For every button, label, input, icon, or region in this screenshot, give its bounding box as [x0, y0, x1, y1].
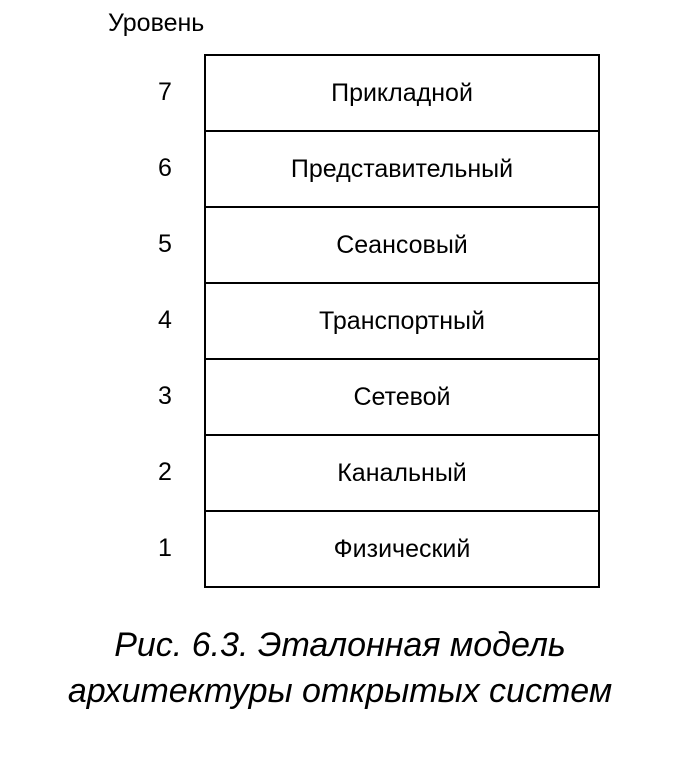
- layer-network: Сетевой: [206, 360, 598, 436]
- layer-session: Сеансовый: [206, 208, 598, 284]
- level-number-2: 2: [158, 457, 172, 486]
- osi-layer-stack: [204, 54, 600, 588]
- layer-transport: Транспортный: [206, 284, 598, 360]
- level-number-1: 1: [158, 533, 172, 562]
- layer-physical: Физический: [333, 534, 471, 563]
- figure-caption: [0, 622, 680, 714]
- caption-line-2: архитектуры открытых систем: [67, 672, 613, 710]
- level-column-header: Уровень: [108, 9, 205, 37]
- level-number-6: 6: [158, 153, 172, 182]
- layer-application: Прикладной: [206, 56, 598, 132]
- level-numbers: [150, 54, 180, 586]
- level-number-5: 5: [158, 229, 172, 258]
- layer-data-link: Канальный: [206, 436, 598, 512]
- layer-presentation: Представительный: [206, 132, 598, 208]
- level-number-7: 7: [158, 77, 172, 106]
- caption-line-1: Рис. 6.3. Эталонная модель: [114, 626, 566, 664]
- level-number-4: 4: [158, 305, 172, 334]
- level-number-3: 3: [158, 381, 172, 410]
